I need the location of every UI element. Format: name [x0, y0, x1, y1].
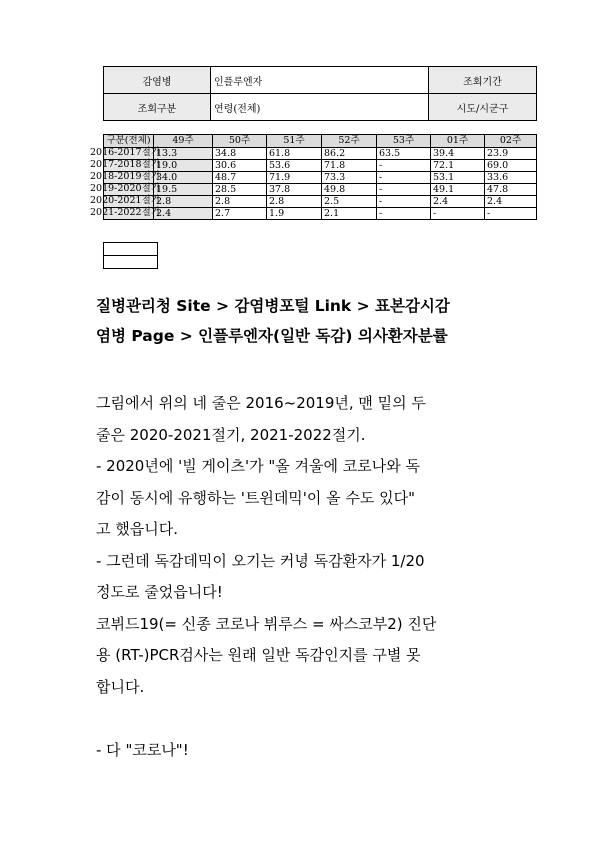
- body-line: 코뷔드19(= 신종 코로나 뷔루스 = 싸스코부2) 진단: [96, 614, 437, 633]
- table-cell: 2.8: [154, 196, 213, 208]
- body-line: 그림에서 위의 네 줄은 2016~2019년, 맨 밑의 두: [96, 394, 426, 412]
- table-row: [104, 160, 537, 172]
- table-cell: 2.4: [154, 208, 213, 220]
- column-header: 49주: [154, 135, 213, 148]
- table-row: [104, 184, 537, 196]
- body-line: 줄은 2020-2021절기, 2021-2022절기.: [96, 425, 366, 444]
- table-cell: 19.0: [154, 160, 213, 172]
- table-cell: 23.9: [485, 148, 537, 160]
- table-cell: 53.1: [431, 172, 485, 184]
- table-cell: 28.5: [213, 184, 267, 196]
- table-row: [104, 148, 537, 160]
- table-cell: 53.6: [267, 160, 322, 172]
- column-header: 53주: [377, 135, 431, 148]
- table-cell: 34.8: [213, 148, 267, 160]
- table-cell: 63.5: [377, 148, 431, 160]
- row-label: 2017-2018절기: [90, 159, 160, 170]
- table-cell: -: [377, 160, 431, 172]
- row-label-cell: [90, 171, 160, 184]
- table-cell: -: [377, 208, 431, 220]
- heading-line: 염병 Page > 인플루엔자(일반 독감) 의사환자분률: [96, 327, 448, 345]
- table-cell: 2.1: [322, 208, 377, 220]
- table-cell: 19.5: [154, 184, 213, 196]
- row-label-cell: [90, 207, 160, 220]
- table-cell: 49.1: [431, 184, 485, 196]
- table-cell: 71.8: [322, 160, 377, 172]
- influenza-rate-table: [90, 134, 537, 220]
- table-cell: 86.2: [322, 148, 377, 160]
- table-cell: 33.6: [485, 172, 537, 184]
- source-heading: [96, 291, 546, 351]
- query-info-table: [103, 66, 537, 121]
- table-header-row: [104, 135, 537, 148]
- table-cell: 69.0: [485, 160, 537, 172]
- body-line: - 그런데 독감데믹이 오기는 커녕 독감환자가 1/20: [96, 551, 425, 570]
- table-cell: -: [377, 172, 431, 184]
- table-cell: 2.8: [213, 196, 267, 208]
- table-cell: 48.7: [213, 172, 267, 184]
- table-cell: 30.6: [213, 160, 267, 172]
- heading-line: 질병관리청 Site > 감염병포털 Link > 표본감시감: [96, 297, 450, 315]
- body-line: [96, 703, 546, 735]
- column-header: 51주: [267, 135, 322, 148]
- row-label-cell: [90, 159, 160, 172]
- table-cell: 1.9: [267, 208, 322, 220]
- table-cell: -: [377, 196, 431, 208]
- table-cell: 2.8: [267, 196, 322, 208]
- region-label: 시도/시군구: [429, 94, 537, 121]
- body-line: 감이 동시에 유행하는 '트윈데믹'이 올 수도 있다": [96, 488, 416, 507]
- column-header: 01주: [431, 135, 485, 148]
- column-header: 50주: [213, 135, 267, 148]
- row-label: 2016-2017절기: [90, 147, 160, 158]
- disease-value: 인플루엔자: [211, 67, 429, 94]
- row-label: 2019-2020절기: [90, 183, 160, 194]
- body-line: 정도로 줄었읍니다!: [96, 583, 223, 601]
- row-label-cell: [90, 183, 160, 196]
- table-cell: 2.4: [431, 196, 485, 208]
- column-header: 52주: [322, 135, 377, 148]
- body-line: - 다 "코로나"!: [96, 740, 189, 759]
- row-label: 2018-2019절기: [90, 171, 160, 182]
- body-line: - 2020년에 '빌 게이츠'가 "올 겨울에 코로나와 독: [96, 457, 420, 475]
- column-header: 구분(전체): [104, 135, 154, 148]
- empty-box: [103, 242, 158, 269]
- table-cell: 2.5: [322, 196, 377, 208]
- table-row: [104, 196, 537, 208]
- table-cell: 73.3: [322, 172, 377, 184]
- table-cell: -: [377, 184, 431, 196]
- table-cell: 2.4: [485, 196, 537, 208]
- body-line: 합니다.: [96, 677, 145, 696]
- body-text: [96, 388, 546, 766]
- row-label: 2021-2022절기: [90, 207, 160, 218]
- table-cell: 2.7: [213, 208, 267, 220]
- row-label-cell: [90, 195, 160, 208]
- table-cell: 71.9: [267, 172, 322, 184]
- table-row: [104, 208, 537, 220]
- body-line: 용 (RT-)PCR검사는 원래 일반 독감인지를 구별 못: [96, 646, 421, 664]
- table-cell: 34.0: [154, 172, 213, 184]
- table-cell: 39.4: [431, 148, 485, 160]
- table-cell: -: [485, 208, 537, 220]
- row-label: 2020-2021절기: [90, 195, 160, 206]
- table-cell: 72.1: [431, 160, 485, 172]
- table-cell: -: [431, 208, 485, 220]
- disease-label: 감염병: [104, 67, 211, 94]
- category-value: 연령(전체): [211, 94, 429, 121]
- table-cell: 49.8: [322, 184, 377, 196]
- table-row: [104, 172, 537, 184]
- body-line: 고 했읍니다.: [96, 520, 178, 538]
- table-cell: 61.8: [267, 148, 322, 160]
- table-cell: 37.8: [267, 184, 322, 196]
- table-cell: 13.3: [154, 148, 213, 160]
- category-label: 조회구분: [104, 94, 211, 121]
- table-cell: 47.8: [485, 184, 537, 196]
- period-label: 조회기간: [429, 67, 537, 94]
- column-header: 02주: [485, 135, 537, 148]
- row-label-cell: [90, 147, 160, 160]
